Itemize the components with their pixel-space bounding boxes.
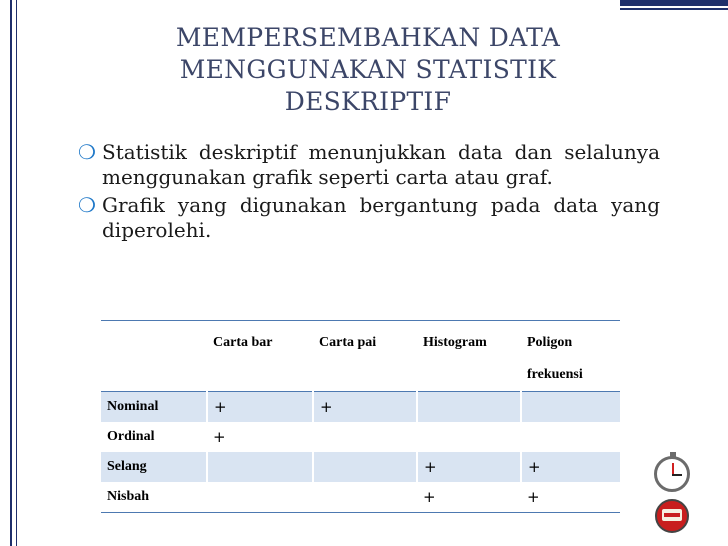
bullet-list: [78, 140, 660, 246]
table-header-cell: [101, 321, 207, 392]
table-header-cell: Carta pai: [319, 335, 377, 350]
table-header-cell: Poligon frekuensi: [527, 335, 583, 382]
table-row: [101, 452, 620, 482]
table-cell: +: [213, 428, 226, 446]
table-cell: [313, 482, 417, 513]
table-cell: [417, 422, 521, 452]
table-row: [101, 482, 620, 513]
bullet-marker-icon: ❍: [78, 140, 96, 164]
bullet-text: Statistik deskriptif menunjukkan data dan selalunya menggunakan grafik seperti carta atau graf.: [102, 140, 660, 189]
table-cell: [313, 452, 417, 482]
left-border-inner-line: [16, 0, 17, 546]
slide-title: [128, 22, 608, 118]
table-cell: [521, 422, 620, 452]
table-row-header: Selang: [101, 452, 207, 482]
table-cell: +: [417, 482, 521, 513]
bullet-text: Grafik yang digunakan bergantung pada data yang diperolehi.: [102, 193, 660, 242]
table-row-header: Nominal: [101, 392, 207, 423]
table-cell: +: [521, 482, 620, 513]
table-row-header: Ordinal: [107, 429, 155, 444]
stopwatch-icon[interactable]: [652, 454, 694, 496]
table-cell: [207, 452, 313, 482]
table-row-header: Nisbah: [101, 482, 207, 513]
table-cell: +: [521, 452, 620, 482]
title-line-1: MEMPERSEMBAHKAN DATA: [175, 23, 561, 52]
title-line-2: MENGGUNAKAN STATISTIK: [179, 55, 557, 84]
bullet-item: [78, 140, 660, 190]
table-cell: +: [313, 392, 417, 423]
table-cell: [417, 392, 521, 423]
bullet-item: [78, 193, 660, 243]
table-cell: [313, 422, 417, 452]
bullet-marker-icon: ❍: [78, 193, 96, 217]
table-header-cell: Carta bar: [213, 335, 273, 350]
exit-sign-icon[interactable]: [652, 496, 694, 538]
table-cell: [207, 482, 313, 513]
left-border-line: [10, 0, 12, 546]
table-cell: +: [417, 452, 521, 482]
top-right-decoration: [620, 0, 728, 14]
data-type-chart-table: [101, 320, 620, 513]
table-header-cell: Histogram: [423, 335, 487, 350]
title-line-3: DESKRIPTIF: [284, 87, 452, 116]
table-row: [101, 392, 620, 423]
table-cell: [521, 392, 620, 423]
table-header-row: [101, 321, 620, 392]
table-cell: +: [207, 392, 313, 423]
table-row: [101, 422, 620, 452]
